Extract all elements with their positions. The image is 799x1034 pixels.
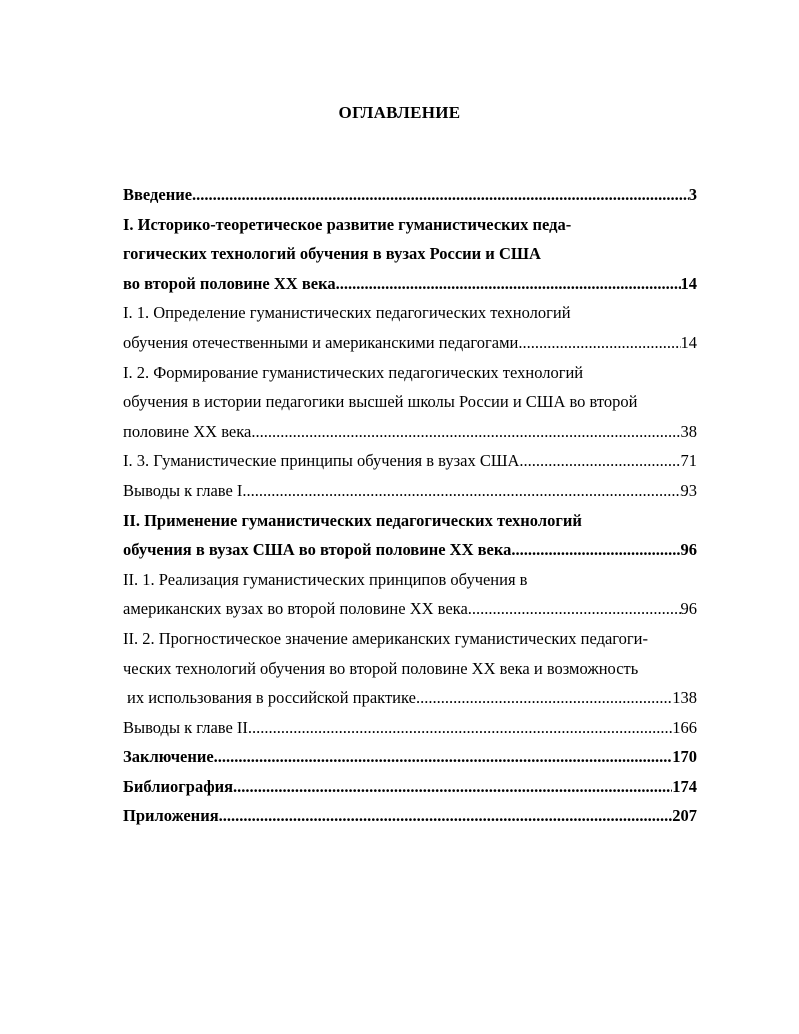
toc-entry	[123, 358, 697, 447]
toc-entry	[123, 713, 697, 743]
toc-entry-last-line	[123, 801, 697, 831]
toc-page-number: 207	[672, 806, 697, 826]
toc-entry-text: гогических технологий обучения в вузах России и США	[123, 244, 541, 264]
toc-entry-last-line	[123, 713, 697, 743]
toc-entry-line	[123, 387, 697, 417]
toc-entry-last-line	[123, 269, 697, 299]
toc-entry-last-line	[123, 446, 697, 476]
toc-entry	[123, 476, 697, 506]
toc-entry-line	[123, 506, 697, 536]
toc-entry-last-line	[123, 594, 697, 624]
toc-entry	[123, 624, 697, 713]
toc-entry	[123, 742, 697, 772]
dot-leader	[336, 269, 681, 299]
toc-entry-line	[123, 210, 697, 240]
toc-entry	[123, 772, 697, 802]
dot-leader	[416, 683, 672, 713]
toc-entry-text: I. Историко-теоретическое развитие гуманистических педа-	[123, 214, 572, 234]
toc-entry-text: II. Применение гуманистических педагогических технологий	[123, 510, 582, 530]
dot-leader	[219, 801, 673, 831]
toc-page-number: 174	[672, 776, 697, 796]
toc-entry	[123, 180, 697, 210]
toc-entry-line	[123, 358, 697, 388]
table-of-contents	[123, 180, 697, 831]
toc-entry-last-line	[123, 476, 697, 506]
toc-entry-text: Выводы к главе I	[123, 480, 243, 500]
toc-entry-text: II. 2. Прогностическое значение американских гуманистических педагоги-	[123, 628, 648, 648]
toc-entry-text: американских вузах во второй половине XX века	[123, 599, 468, 619]
toc-entry-text: обучения в истории педагогики высшей школы России и США во второй	[123, 392, 638, 412]
toc-entry-last-line	[123, 328, 697, 358]
toc-entry-text: ческих технологий обучения во второй половине XX века и возможность	[123, 658, 639, 678]
dot-leader	[468, 594, 681, 624]
toc-entry-text: I. 3. Гуманистические принципы обучения в вузах США	[123, 451, 520, 471]
dot-leader	[233, 772, 672, 802]
toc-entry	[123, 801, 697, 831]
toc-entry-text: во второй половине XX века	[123, 273, 336, 293]
toc-entry-last-line	[123, 535, 697, 565]
toc-entry	[123, 446, 697, 476]
toc-entry-text: Заключение	[123, 747, 214, 767]
toc-page-number: 93	[680, 480, 697, 500]
dot-leader	[242, 476, 680, 506]
toc-entry-text: Приложения	[123, 806, 219, 826]
toc-page-number: 96	[680, 540, 697, 560]
toc-entry-line	[123, 654, 697, 684]
toc-entry	[123, 298, 697, 357]
toc-page-number: 14	[680, 332, 697, 352]
toc-entry	[123, 565, 697, 624]
toc-entry-last-line	[123, 417, 697, 447]
toc-entry-text: Введение	[123, 185, 193, 204]
toc-entry-text: половине XX века	[123, 421, 252, 441]
dot-leader	[248, 713, 672, 743]
toc-entry-line	[123, 565, 697, 595]
toc-entry	[123, 506, 697, 565]
toc-page-number: 166	[672, 717, 697, 737]
toc-page-number: 170	[672, 747, 697, 767]
toc-entry-text: Выводы к главе II	[123, 717, 248, 737]
dot-leader	[214, 742, 673, 772]
toc-entry	[123, 210, 697, 299]
toc-page-number: 38	[680, 421, 697, 441]
toc-entry-last-line	[123, 742, 697, 772]
toc-entry-last-line	[123, 772, 697, 802]
dot-leader	[192, 180, 689, 210]
toc-entry-line	[123, 239, 697, 269]
dot-leader	[518, 328, 680, 358]
toc-page-number: 96	[680, 599, 697, 619]
toc-page-number: 138	[672, 688, 697, 708]
toc-entry-last-line	[123, 180, 697, 210]
toc-page-number: 71	[680, 451, 697, 471]
toc-entry-text: обучения в вузах США во второй половине XX века	[123, 540, 512, 560]
dot-leader	[511, 535, 680, 565]
toc-entry-text: I. 1. Определение гуманистических педагогических технологий	[123, 303, 571, 323]
toc-entry-text: их использования в российской практике	[127, 688, 416, 708]
toc-entry-text: II. 1. Реализация гуманистических принципов обучения в	[123, 569, 528, 589]
page-title: ОГЛАВЛЕНИЕ	[338, 103, 461, 122]
toc-entry-line	[123, 624, 697, 654]
toc-entry-last-line	[123, 683, 697, 713]
dot-leader	[519, 446, 680, 476]
toc-entry-text: обучения отечественными и американскими педагогами	[123, 332, 519, 352]
dot-leader	[251, 417, 680, 447]
toc-page-number: 14	[680, 273, 697, 293]
toc-entry-text: I. 2. Формирование гуманистических педагогических технологий	[123, 362, 584, 382]
toc-page-number: 3	[688, 185, 697, 204]
toc-entry-text: Библиография	[123, 776, 234, 796]
toc-entry-line	[123, 298, 697, 328]
